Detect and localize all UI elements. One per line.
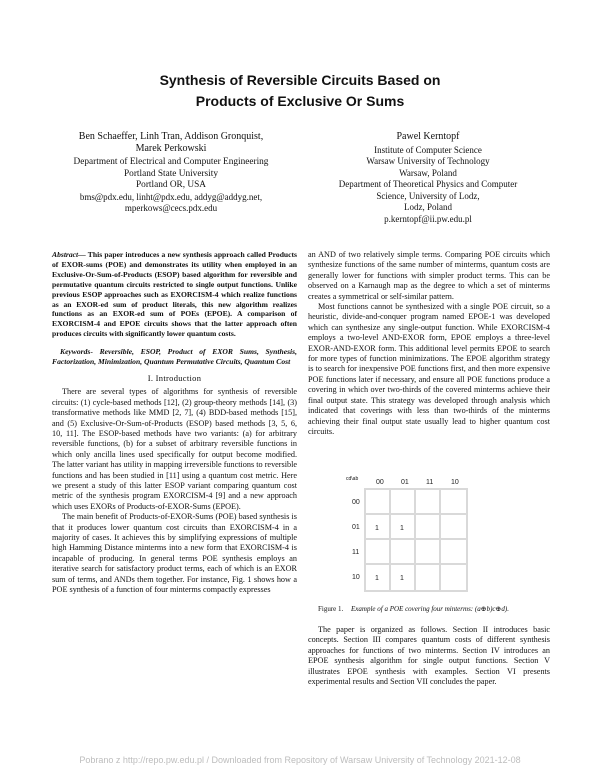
- kmap-cells: [366, 490, 466, 590]
- author-dept-right: Department of Theoretical Physics and Computer: [338, 179, 518, 189]
- title-line-2: Products of Exclusive Or Sums: [195, 93, 405, 109]
- author-name-right: Pawel Kerntopf: [396, 131, 460, 142]
- kmap-minterm-one: 1: [400, 525, 404, 532]
- author-names: Ben Schaeffer, Linh Tran, Addison Gronquist,: [78, 131, 264, 142]
- author-email-right: p.kerntopf@ii.pw.edu.pl: [384, 213, 472, 224]
- kmap-minterm-one: 1: [375, 575, 379, 582]
- kmap-col-label: 11: [426, 479, 434, 486]
- left-column: [52, 250, 297, 596]
- author-univ2-right: Science, University of Lodz,: [376, 190, 480, 201]
- kmap-minterm-one: 1: [375, 525, 379, 532]
- repository-footer: Pobrano z http://repo.pw.edu.pl / Downloaded from Repository of Warsaw University of Technology 2021-12-08: [79, 755, 521, 765]
- author-city: Portland OR, USA: [136, 180, 206, 190]
- keywords: [52, 347, 297, 367]
- right-paragraph-3: The paper is organized as follows. Section II introduces basic concepts. Section III compares quantum costs of different synthesis approaches for functions of two minterms. Section IV introduces an EPOE synthesis algorithm for single output functions. Section V illustrates EPOE synthesis with examples. Section VI presents experimental results and Section VII concludes the paper.: [308, 625, 550, 687]
- authors-right: [308, 131, 548, 225]
- abstract-text: This paper introduces a new synthesis approach called Products of EXOR-sums (POE) and demonstrates its utility when employed in an Exclusive-Or-Sum-of-Products (ESOP) based algorithm for reversible and permutative quantum circuits restricted to single output functions. Unlike previous ESOP approaches such as EXORCISM-4 which realize functions as an EXOR-ed sum of product literals, this new algorithm realizes functions as an EXOR-ed sum of POEs (EPOE). A comparison of EXORCISM-4 and EPOE circuits shows that the latter approach often produces circuits with significantly lower quantum costs.: [52, 250, 297, 339]
- keywords-label: Keywords-: [60, 347, 93, 357]
- right-column-lower: [308, 625, 550, 687]
- authors-left: [52, 131, 290, 215]
- author-univ: Portland State University: [124, 168, 218, 179]
- kmap-row-label: 11: [352, 549, 360, 556]
- intro-paragraph-1: There are several types of algorithms for synthesis of reversible circuits: (1) cycle-based methods [12], (2) group-theory methods [14], (3) transformative methods like MMD [2, 7], (4) BDD-based methods [15], and (5) Exclusive-Or-Sum-of-Products (ESOP) based methods [3, 5, 6, 10, 11]. The ESOP-based methods have two variants: (a) for arbitrary reversible functions, (b) for a subset of arbitrary reversible functions in which only ancilla lines used specifically for output become modified. The latter variant has utility in mapping irreversible functions to reversible functions and has been studied in [11] using a quantum cost metric. Here we present a study of this latter ESOP variant comparing quantum cost metric of the synthesis program EXORCISM-4 [9] and a new approach which uses EXORs of Products-of-EXOR-Sums (EPOE).: [52, 387, 297, 511]
- author-inst: Institute of Computer Science: [374, 144, 482, 155]
- author-city-right: Warsaw, Poland: [399, 167, 457, 178]
- author-city2-right: Lodz, Poland: [404, 202, 452, 212]
- abstract: [52, 250, 297, 339]
- right-column: [308, 250, 550, 437]
- keywords-text: Reversible, ESOP, Product of EXOR Sums, Synthesis, Factorization, Minimization, Quantum Permutative Circuits, Quantum Cost: [52, 347, 297, 367]
- kmap-col-label: 10: [451, 479, 459, 486]
- intro-paragraph-2: The main benefit of Products-of-EXOR-Sums (POE) based synthesis is that it produces lower quantum cost circuits than EXORCISM-4 in a majority of cases. It achieves this by simplifying expressions of multiple high Hamming Distance minterms into a new form that EXORCISM-4 is incapable of producing. In general terms POE synthesis employs an iterative search for satisfactory product terms, each of which is an EXOR sum of terms, and ANDs them together. For instance, Fig. 1 shows how a POE synthesis of a function of four minterms compactly expresses: [52, 512, 297, 595]
- paper-title: [0, 70, 600, 112]
- karnaugh-map-figure: [350, 476, 470, 596]
- kmap-col-label: 01: [401, 479, 409, 486]
- author-univ-right: Warsaw University of Technology: [366, 156, 490, 166]
- kmap-row-label: 00: [352, 499, 360, 506]
- section-heading-introduction: I. Introduction: [147, 372, 202, 383]
- author-names-cont: Marek Perkowski: [135, 142, 207, 154]
- title-line-1: Synthesis of Reversible Circuits Based on: [159, 72, 441, 88]
- figure-caption: [318, 605, 553, 613]
- author-dept: Department of Electrical and Computer Engineering: [73, 157, 269, 167]
- kmap-minterm-one: 1: [400, 575, 404, 582]
- abstract-label: Abstract—: [52, 250, 86, 259]
- kmap-row-label: 10: [352, 574, 360, 581]
- right-paragraph-1: an AND of two relatively simple terms. Comparing POE circuits which synthesize functions of the same number of minterms, quantum costs are generally lower for functions with simpler product terms. This can be observed on a Karnaugh map as the degree to which a set of minterms creates a symmetrical or self-similar pattern.: [308, 250, 550, 301]
- right-paragraph-2: Most functions cannot be synthesized with a single POE circuit, so a heuristic, divide-and-conquer program named EPOE-1 was developed which can synthesize any single-output function. While EXORCISM-4 employs a two-level AND-EXOR form, EPOE employs a three-level EXOR-AND-EXOR form. This additional level permits EPOE to search for more types of function minimizations. The EPOE algorithm strategy is to search for inexpensive POE functions first, and then more expensive POE functions later if necessary, and ensure all POE functions produce a covering in which over two-thirds of the covered minterms achieve their final output state. This strategy was developed through analysis which indicated that coverings with less than two-thirds of the minterms achieving their final output state usually lead to higher quantum cost circuits.: [308, 302, 550, 436]
- figure-caption-text: Example of a POE covering four minterms: (a⊕b)c⊕d).: [351, 605, 509, 613]
- author-email-cont: mperkows@cecs.pdx.edu: [124, 203, 218, 213]
- figure-caption-label: Figure 1.: [318, 605, 344, 613]
- kmap-row-label: 01: [352, 524, 360, 531]
- kmap-corner-label: cd\ab: [346, 476, 359, 482]
- author-email: bms@pdx.edu, linht@pdx.edu, addyg@addyg.net,: [79, 191, 263, 202]
- kmap-col-label: 00: [376, 479, 384, 486]
